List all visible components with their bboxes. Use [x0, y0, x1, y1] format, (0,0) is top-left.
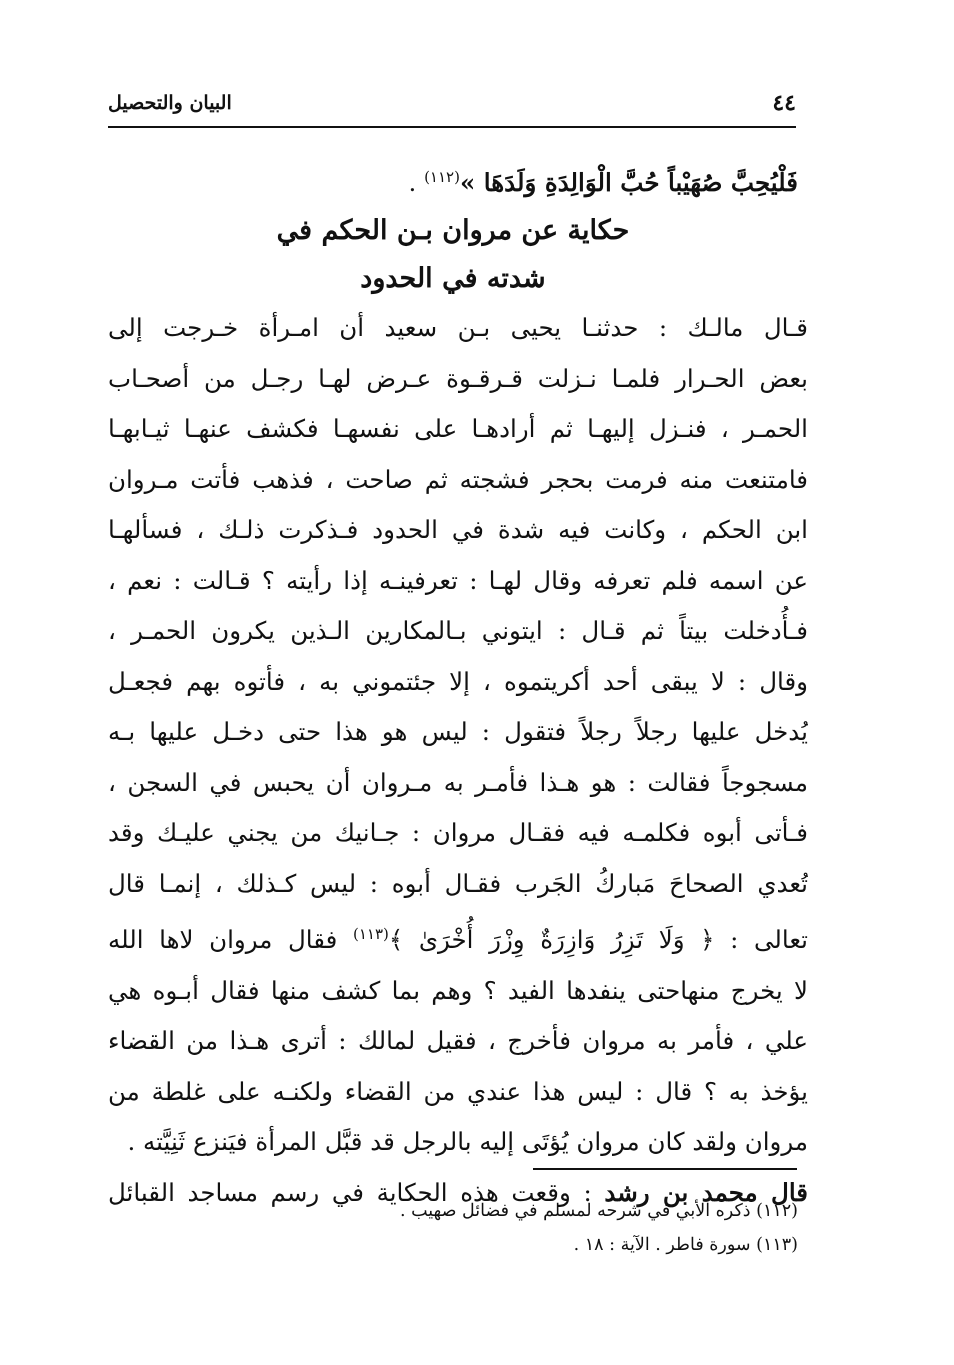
footnote-112: (١١٢) ذكره الأبي في شرحه لمسلم في فضائل صهيب . [399, 1201, 798, 1221]
body-line: بعض الحـرار فلمـا نـزلت قـرقـوة عـرض لهـا رجـل من أصحـاب [108, 363, 808, 393]
body-line: الحمـر ، فنـزل إليهـا ثم أرادهـا على نفسهـا فكشف عنهـا ثيـابهـا [108, 414, 808, 443]
body-line: تُعدي الصحاحَ مَباركُ الجَرب فقـال أبوه : ليس كـذلك ، إنمـا قال [108, 868, 808, 898]
footnotes [108, 1194, 798, 1262]
footnote-ref-113: (١١٣) [352, 925, 389, 943]
body-line: فامتنعت منه فرمت بحجر فشجته ثم صاحت ، فذهب فأتت مـروان [108, 464, 808, 494]
body-line: قـال مالـك : حدثنـا يحيى بـن سعيد أن امـرأة خـرجت إلى [108, 313, 808, 342]
hadith-quote-line [108, 152, 798, 208]
hadith-quote-text: فَلْيُحِبَّ صُهَيْباً حُبَّ الْوَالِدَةِ وَلَدَهَا » [459, 168, 798, 198]
quran-verse-line [108, 909, 808, 966]
body-line: يؤخذ به ؟ قال : ليس هذا عندي من القضاء ولكنـه على غلطة من [108, 1076, 808, 1106]
hadith-quote-tail: . [408, 168, 425, 198]
quran-verse-text: تعالى : ﴿ وَلَا تَزِرُ وَازِرَةٌ وِزْرَ أُخْرَىٰ ﴾ [388, 925, 808, 955]
body-line: يُدخل عليها رجلاً رجلاً فتقول : ليس هو هذا حتى دخـل عليها بـه [108, 717, 808, 746]
body-line: وقال : لا يبقى أحد أكريتموه ، إلا جئتموني به ، فأتوه بهم فجعـل [108, 666, 808, 696]
footnote-separator [533, 1168, 797, 1170]
running-title: البيان والتحصيل [108, 92, 232, 114]
verse-line-continuation: فقال مروان لاها الله [108, 925, 353, 955]
body-line: مروان ولقد كان مروان يُؤتَى إليه بالرجل قد قبَّل المرأة فيَنزع ثَنِيَّته . [127, 1127, 808, 1157]
body-line: لا يخرج منهاحتى ينفدها الفيد ؟ وهم بما كشف منها فقال أبـوه هي [108, 975, 808, 1005]
closing-text: : وقعت هذه الحكاية في رسم مساجد القبائل [108, 1177, 605, 1207]
body-line: فـأتى أبوه فكلمـه فيه فقـال مروان : جـانيك من يجني عليـك وقد [108, 818, 808, 847]
page-number: ٤٤ [772, 90, 796, 116]
footnote-ref-112: (١١٢) [424, 168, 460, 186]
main-paragraph [108, 303, 808, 1218]
section-heading-line-1: حكاية عن مروان بـن الحكم في [276, 215, 630, 246]
body-line: مسجوجاً فقالت : هو هـذا فأمـر به مـروان أن يحبس في السجن ، [108, 767, 808, 797]
section-heading-line-2: شدته في الحدود [360, 263, 546, 294]
footnote-113: (١١٣) سورة فاطر . الآية : ١٨ . [573, 1235, 798, 1255]
page-header [108, 88, 796, 128]
body-line: علي ، فأمر به مروان فأخرج ، فقيل لمالك : أترى هـذا من القضاء [108, 1026, 808, 1056]
body-line: عن اسمه فلم تعرفه وقال لهـا : تعرفينـه إذا رأيته ؟ قـالت : نعم ، [108, 565, 808, 595]
body-line: ابن الحكم ، وكانت فيه شدة في الحدود فـذكرت ذلـك ، فسألهـا [108, 515, 808, 544]
commentator-name: قال محمد بن رشد [604, 1177, 808, 1207]
header-rule [108, 126, 796, 128]
body-line: فـأُدخلت بيتاً ثم قـال : ايتوني بـالمكارين الـذين يكرون الحمـر ، [108, 616, 808, 645]
